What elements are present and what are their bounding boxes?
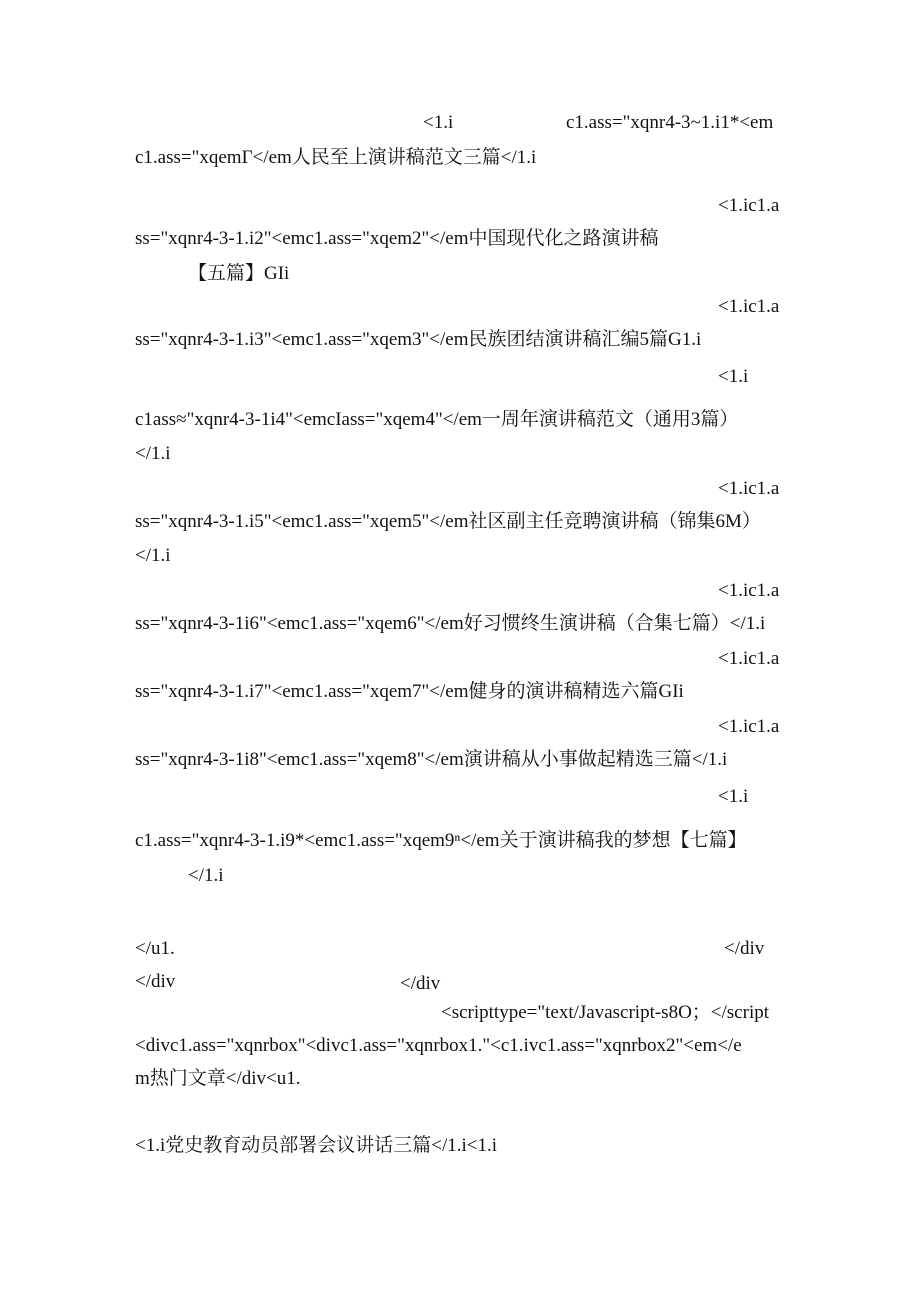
text-line: </u1. [135,938,175,959]
text-line: <1.i党史教育动员部署会议讲话三篇</1.i<1.i [135,1135,498,1156]
text-line: <1.i [423,112,454,133]
text-line: <1.i [718,786,749,807]
text-line: <1.ic1.a [718,648,780,669]
text-line: <1.ic1.a [718,478,780,499]
text-line: </div [724,938,765,959]
text-line: <1.i [718,366,749,387]
text-line: <1.ic1.a [718,195,780,216]
text-line: <1.ic1.a [718,580,780,601]
text-line: <1.ic1.a [718,716,780,737]
text-line: </div [400,973,441,994]
text-line: c1.ass="xqnr4-3-1.i9*<emc1.ass="xqem9ⁿ</em关于演讲稿我的梦想【七篇】 [135,830,747,851]
text-line: </1.i [135,545,171,566]
text-line: ss="xqnr4-3-1.i3"<emc1.ass="xqem3"</em民族团结演讲稿汇编5篇G1.i [135,329,702,350]
text-line: ss="xqnr4-3-1.i5"<emc1.ass="xqem5"</em社区副主任竞聘演讲稿（锦集6M） [135,511,761,532]
text-line: 【五篇】GIi [188,263,290,284]
text-line: <1.ic1.a [718,296,780,317]
text-line: </1.i [135,443,171,464]
text-line: ss="xqnr4-3-1.i2"<emc1.ass="xqem2"</em中国现代化之路演讲稿 [135,228,659,249]
text-line: ss="xqnr4-3-1.i7"<emc1.ass="xqem7"</em健身的演讲稿精选六篇GIi [135,681,684,702]
text-line: </1.i [188,865,224,886]
text-line: m热门文章</div<u1. [135,1068,301,1089]
text-line: ss="xqnr4-3-1i8"<emc1.ass="xqem8"</em演讲稿从小事做起精选三篇</1.i [135,749,728,770]
text-line: <divc1.ass="xqnrbox"<divc1.ass="xqnrbox1."<c1.ivc1.ass="xqnrbox2"<em</e [135,1035,742,1056]
text-line: <scripttype="text/Javascript-s8O；</script [441,1002,770,1023]
text-line: </div [135,971,176,992]
text-line: c1.ass="xqemΓ</em人民至上演讲稿范文三篇</1.i [135,147,537,168]
text-line: c1.ass="xqnr4-3~1.i1*<em [566,112,774,133]
text-line: ss="xqnr4-3-1i6"<emc1.ass="xqem6"</em好习惯终生演讲稿（合集七篇）</1.i [135,613,766,634]
text-line: c1ass≈"xqnr4-3-1i4"<emcIass="xqem4"</em一周年演讲稿范文（通用3篇） [135,409,739,430]
